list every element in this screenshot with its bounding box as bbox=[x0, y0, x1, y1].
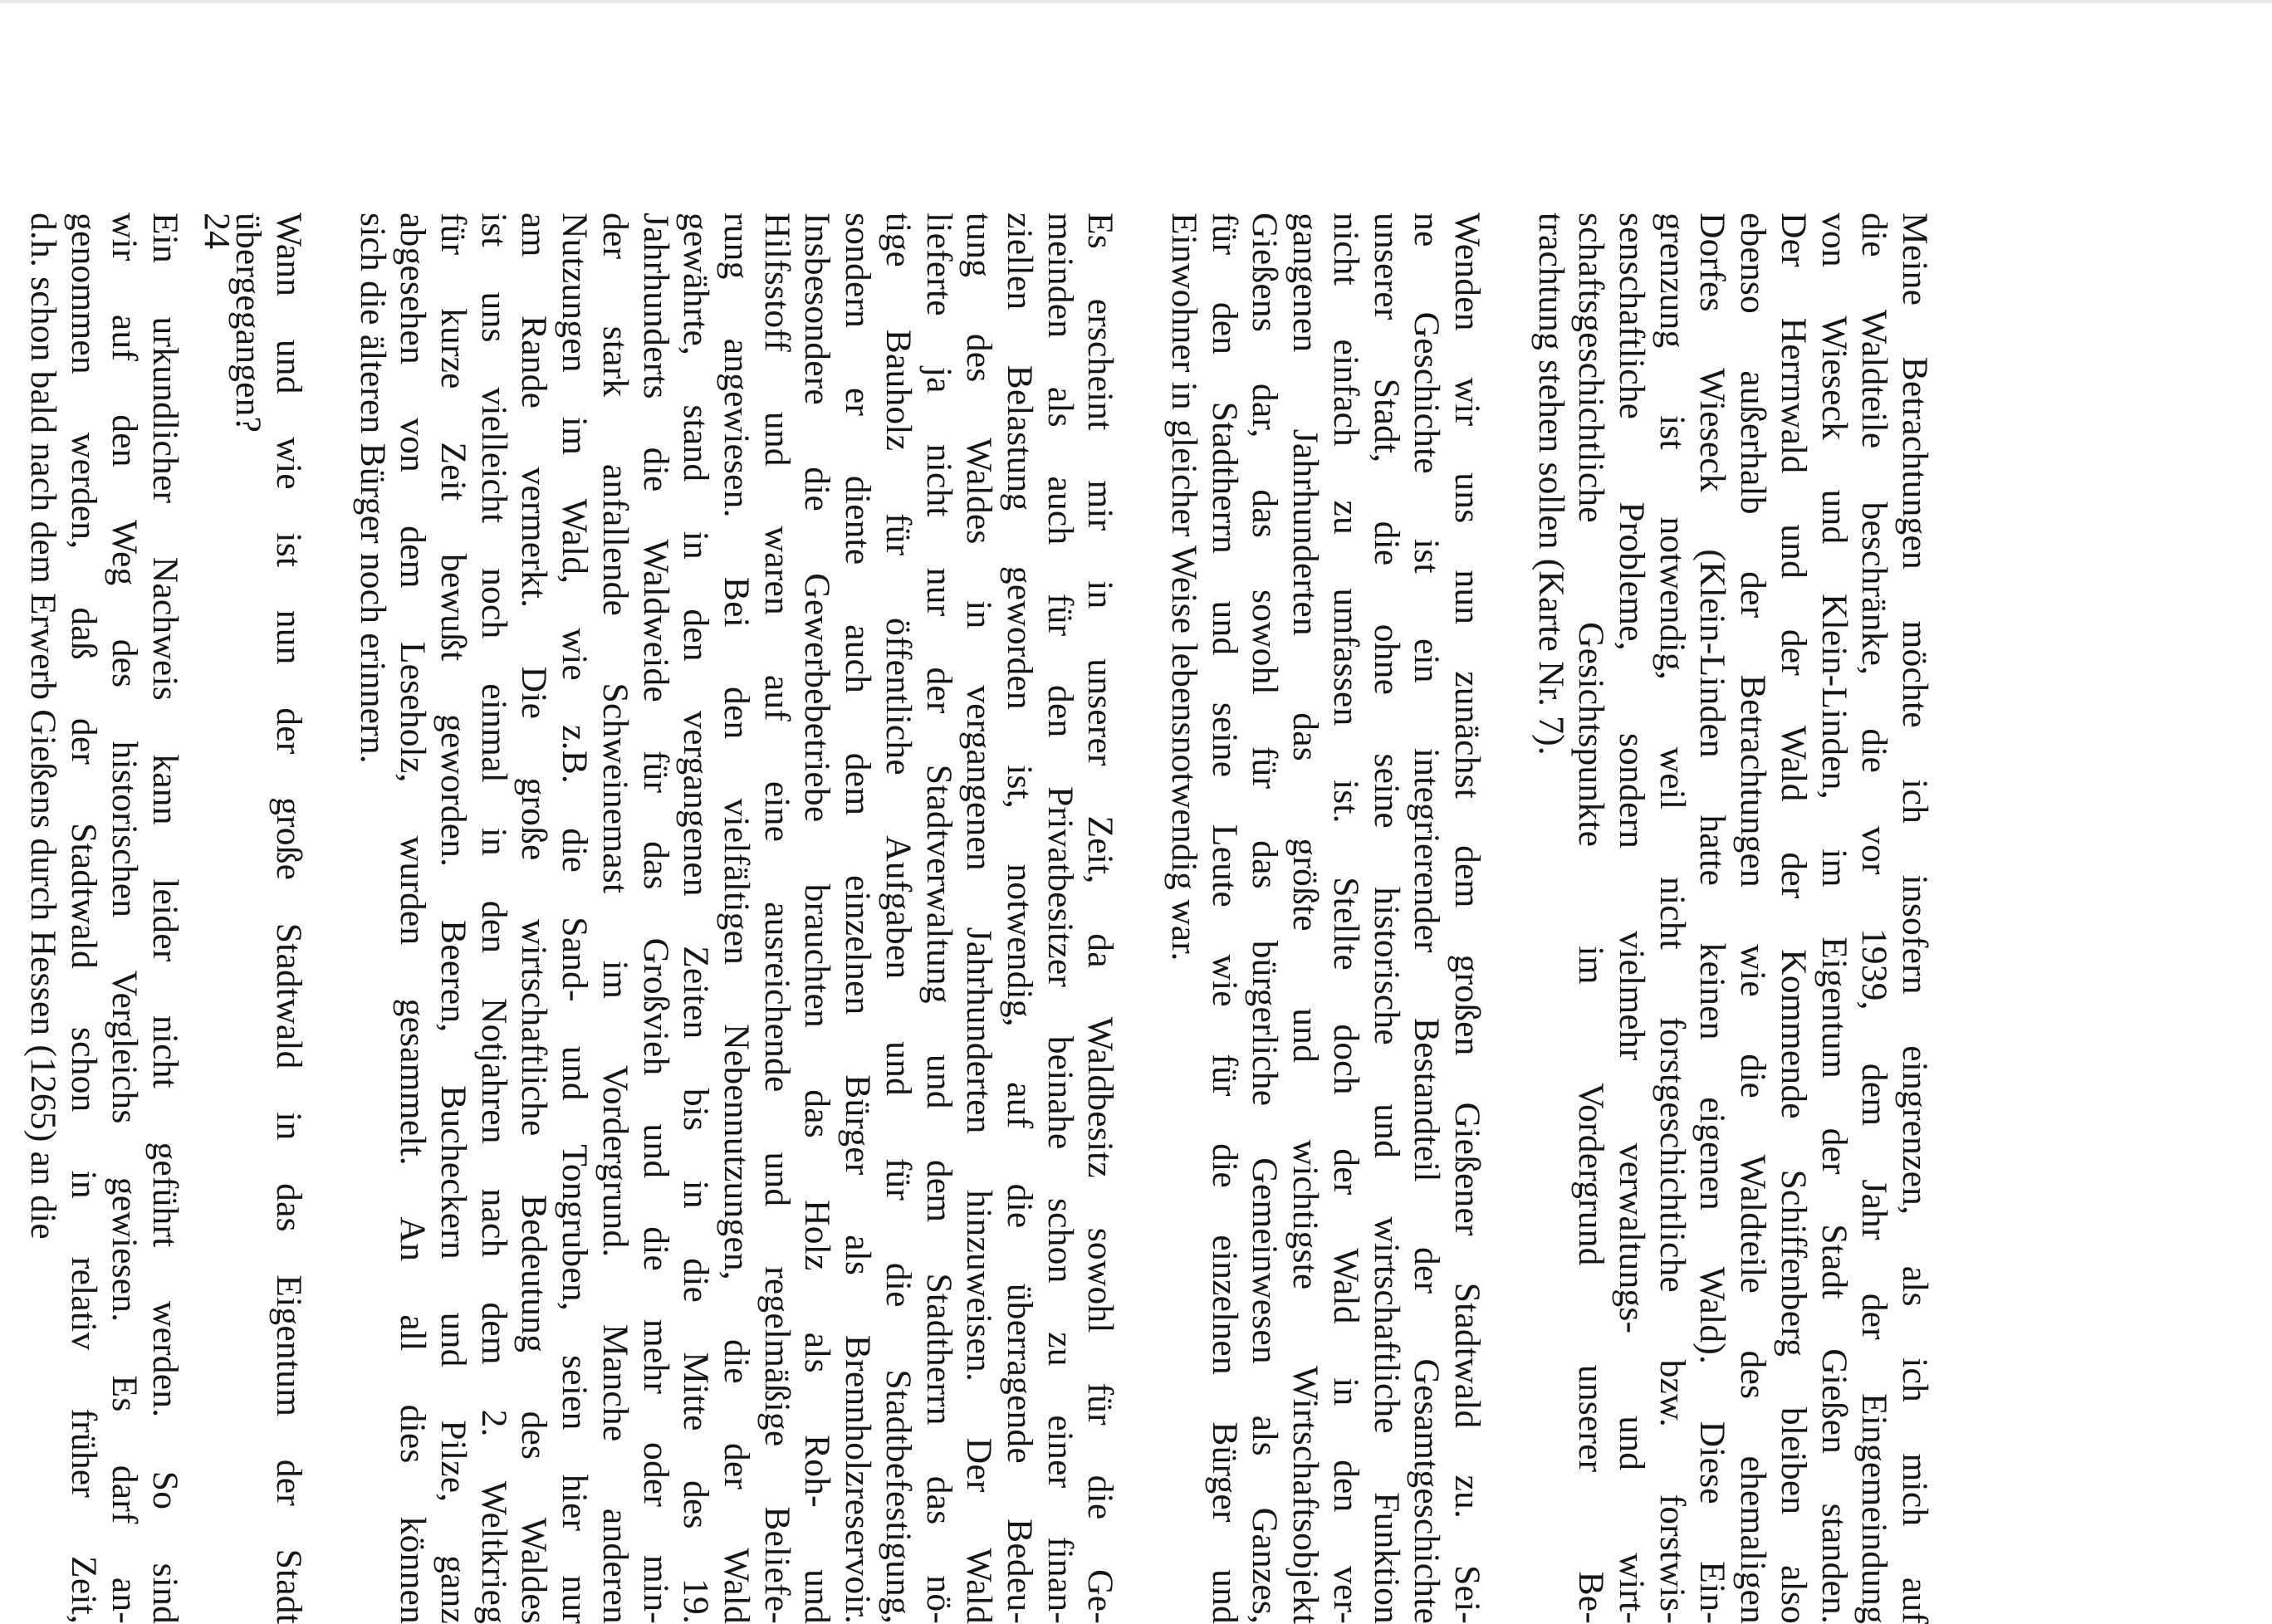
text-line: Gießens dar, das sowohl für das bürgerliche Gemeinwesen als Ganzes, bbox=[1245, 213, 1285, 1624]
text-line: am Rande vermerkt. Die große wirtschaftliche Bedeutung des Waldes bbox=[514, 213, 555, 1624]
text-line: Meine Betrachtungen möchte ich insofern eingrenzen, als ich mich auf bbox=[1895, 213, 1935, 1624]
text-line: Hilfsstoff und waren auf eine ausreichende und regelmäßige Beliefe- bbox=[757, 213, 797, 1624]
text-line: grenzung ist notwendig, weil nicht forstgeschichtliche bzw. forstwis- bbox=[1652, 213, 1692, 1624]
text-line: Es erscheint mir in unserer Zeit, da Waldbesitz sowohl für die Ge- bbox=[1080, 213, 1121, 1624]
text-line: ebenso außerhalb der Betrachtungen wie die Waldteile des ehemaligen bbox=[1733, 213, 1774, 1624]
text-line: schaftsgeschichtliche Gesichtspunkte im Vordergrund unserer Be- bbox=[1571, 213, 1612, 1624]
text-line: gewährte, stand in den vergangenen Zeiten bis in die Mitte des 19. bbox=[676, 213, 717, 1624]
paragraph bbox=[228, 213, 309, 1624]
paragraph bbox=[1163, 213, 1487, 1624]
text-line: ist uns vielleicht noch einmal in den Notjahren nach dem 2. Weltkrieg bbox=[473, 213, 514, 1624]
text-line: d.h. schon bald nach dem Erwerb Gießens durch Hessen (1265) an die bbox=[23, 213, 64, 1240]
text-line: Wenden wir uns nun zunächst dem großen Gießener Stadtwald zu. Sei- bbox=[1447, 213, 1487, 1624]
page-number: 24 bbox=[197, 213, 237, 249]
book-page bbox=[0, 213, 1935, 1624]
text-line: nicht einfach zu umfassen ist. Stellte doch der Wald in den ver- bbox=[1325, 213, 1366, 1624]
text-line: Ein urkundlicher Nachweis kann leider nicht geführt werden. So sind bbox=[144, 213, 185, 1624]
text-line: von Wieseck und Klein-Linden, im Eigentum der Stadt Gießen standen. bbox=[1814, 213, 1854, 1624]
text-line: tung des Waldes in vergangenen Jahrhunderten hinzuweisen. Der Wald bbox=[959, 213, 1000, 1624]
text-line: sondern er diente auch dem einzelnen Bürger als Brennholzreservoir. bbox=[838, 213, 879, 1624]
text-line: Dorfes Wieseck (Klein-Linden hatte keinen eigenen Wald). Diese Ein- bbox=[1692, 213, 1733, 1624]
text-line: unserer Stadt, die ohne seine historische und wirtschaftliche Funktion bbox=[1366, 213, 1407, 1624]
text-line: meinden als auch für den Privatbesitzer beinahe schon zu einer finan- bbox=[1040, 213, 1080, 1624]
text-line: abgesehen von dem Leseholz, wurden gesammelt. An all dies können bbox=[393, 213, 433, 1624]
text-line: Nutzungen im Wald, wie z.B. die Sand- und Tongruben, seien hier nur bbox=[555, 213, 595, 1624]
scan-edge bbox=[0, 0, 2272, 3]
text-line: Jahrhunderts die Waldweide für das Großvieh und die mehr oder min- bbox=[635, 213, 676, 1624]
text-line: Einwohner in gleicher Weise lebensnotwendig war. bbox=[1164, 213, 1205, 961]
text-line: Der Herrnwald und der Wald der Kommende Schiffenberg bleiben also bbox=[1773, 213, 1814, 1624]
text-line: ne Geschichte ist ein integrierender Bestandteil der Gesamtgeschichte bbox=[1407, 213, 1447, 1624]
text-line: Wann und wie ist nun der große Stadtwald in das Eigentum der Stadt bbox=[268, 213, 309, 1624]
body-text bbox=[23, 213, 1935, 1624]
paragraph bbox=[23, 213, 185, 1624]
paragraph-gap bbox=[185, 213, 228, 1624]
text-line: ziellen Belastung geworden ist, notwendig, auf die überragende Bedeu- bbox=[999, 213, 1040, 1624]
text-line: rung angewiesen. Bei den vielfältigen Nebennutzungen, die der Wald bbox=[717, 213, 757, 1624]
text-line: Insbesondere die Gewerbebetriebe brauchten das Holz als Roh- und bbox=[797, 213, 838, 1624]
text-line: übergegangen? bbox=[228, 213, 269, 433]
paragraph bbox=[352, 213, 1120, 1624]
text-line: wir auf den Weg des historischen Vergleichs gewiesen. Es darf an- bbox=[104, 213, 144, 1624]
text-line: lieferte ja nicht nur der Stadtverwaltung und dem Stadtherrn das nö- bbox=[918, 213, 959, 1624]
text-line: sich die älteren Bürger noch erinnern. bbox=[352, 213, 393, 764]
text-line: die Waldteile beschränke, die vor 1939, dem Jahr der Eingemeindung bbox=[1854, 213, 1895, 1624]
text-line: gangenen Jahrhunderten das größte und wichtigste Wirtschaftsobjekt bbox=[1285, 213, 1326, 1624]
text-line: für kurze Zeit bewußt geworden. Beeren, Bucheckern und Pilze, ganz bbox=[433, 213, 474, 1624]
paragraph bbox=[1530, 213, 1935, 1624]
text-line: senschaftliche Probleme, sondern vielmehr verwaltungs- und wirt- bbox=[1612, 213, 1653, 1624]
paragraph-gap bbox=[309, 213, 352, 1624]
text-line: der stark anfallende Schweinemast im Vordergrund. Manche anderen bbox=[595, 213, 635, 1624]
paragraph-gap bbox=[1487, 213, 1530, 1624]
text-line: tige Bauholz für öffentliche Aufgaben und für die Stadtbefestigung, bbox=[878, 213, 918, 1624]
text-line: genommen werden, daß der Stadtwald schon in relativ früher Zeit, bbox=[64, 213, 105, 1624]
text-line: trachtung stehen sollen (Karte Nr. 7). bbox=[1530, 213, 1571, 756]
text-line: für den Stadtherrn und seine Leute wie für die einzelnen Bürger und bbox=[1204, 213, 1245, 1624]
paragraph-gap bbox=[1120, 213, 1163, 1624]
